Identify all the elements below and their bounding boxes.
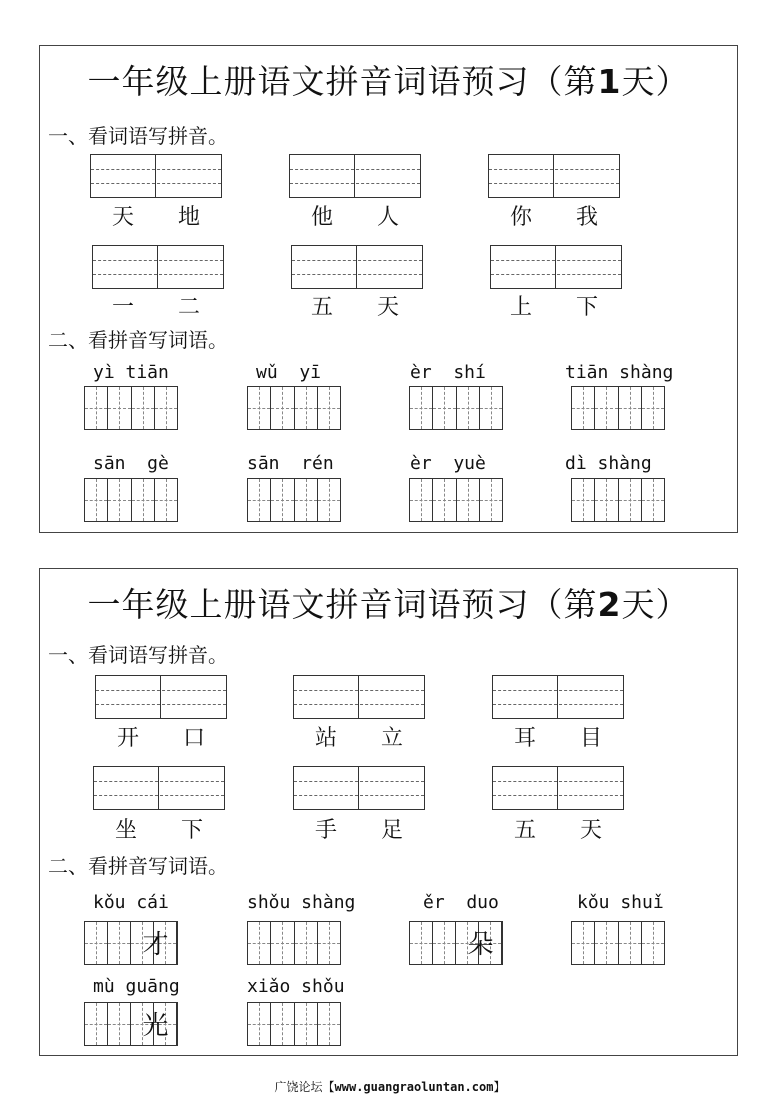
- word-label: 站 立: [314, 726, 403, 751]
- character-writing-grid[interactable]: [409, 921, 503, 965]
- pinyin-writing-box[interactable]: [95, 675, 227, 719]
- pinyin-writing-box[interactable]: [92, 245, 224, 289]
- given-character: 才: [142, 930, 169, 960]
- pinyin-prompt: dì shàng: [565, 453, 652, 474]
- pinyin-prompt: sān gè: [93, 453, 169, 474]
- pinyin-prompt: kǒu cái: [93, 892, 169, 913]
- footer-site-link[interactable]: www.guangraoluntan.com: [334, 1080, 494, 1094]
- word-label: 你 我: [509, 205, 598, 230]
- character-writing-grid[interactable]: [84, 921, 178, 965]
- pinyin-writing-box[interactable]: [291, 245, 423, 289]
- pinyin-prompt: ěr duo: [423, 892, 499, 913]
- character-writing-grid[interactable]: [571, 478, 665, 522]
- pinyin-prompt: èr yuè: [410, 453, 486, 474]
- character-writing-grid[interactable]: [409, 386, 503, 430]
- given-character: 朵: [467, 930, 494, 960]
- character-writing-grid[interactable]: [247, 478, 341, 522]
- word-label: 五 天: [513, 818, 602, 843]
- pinyin-writing-box[interactable]: [93, 766, 225, 810]
- given-character: 光: [142, 1011, 169, 1041]
- character-writing-grid[interactable]: [84, 386, 178, 430]
- pinyin-writing-box[interactable]: [90, 154, 222, 198]
- footer: 广饶论坛【www.guangraoluntan.com】: [274, 1080, 506, 1094]
- pinyin-writing-box[interactable]: [293, 766, 425, 810]
- pinyin-prompt: wǔ yī: [256, 362, 322, 383]
- character-writing-grid[interactable]: [571, 386, 665, 430]
- character-writing-grid[interactable]: [84, 478, 178, 522]
- section-look-pinyin-write-words: 二、看拼音写词语。: [48, 328, 228, 352]
- section-look-write-pinyin: 一、看词语写拼音。: [48, 643, 228, 667]
- pinyin-prompt: èr shí: [410, 362, 486, 383]
- character-writing-grid[interactable]: [84, 1002, 178, 1046]
- word-label: 耳 目: [513, 726, 602, 751]
- pinyin-writing-box[interactable]: [490, 245, 622, 289]
- character-writing-grid[interactable]: [247, 1002, 341, 1046]
- pinyin-prompt: mù guāng: [93, 976, 180, 997]
- pinyin-writing-box[interactable]: [289, 154, 421, 198]
- character-writing-grid[interactable]: [247, 386, 341, 430]
- day-2-title: 一年级上册语文拼音词语预习（第2天）: [87, 585, 690, 624]
- word-label: 天 地: [111, 205, 200, 230]
- word-label: 一 二: [111, 295, 200, 320]
- pinyin-writing-box[interactable]: [293, 675, 425, 719]
- pinyin-prompt: xiǎo shǒu: [247, 976, 345, 997]
- pinyin-prompt: kǒu shuǐ: [577, 892, 664, 913]
- character-writing-grid[interactable]: [571, 921, 665, 965]
- character-writing-grid[interactable]: [409, 478, 503, 522]
- word-label: 坐 下: [114, 818, 203, 843]
- word-label: 上 下: [509, 295, 598, 320]
- day-1-title: 一年级上册语文拼音词语预习（第1天）: [87, 62, 690, 101]
- word-label: 五 天: [310, 295, 399, 320]
- pinyin-prompt: sān rén: [247, 453, 334, 474]
- day-number: 1: [597, 62, 622, 101]
- day-2-card: [39, 568, 738, 1056]
- section-look-pinyin-write-words: 二、看拼音写词语。: [48, 854, 228, 878]
- day-1-card: [39, 45, 738, 533]
- pinyin-writing-box[interactable]: [488, 154, 620, 198]
- pinyin-prompt: shǒu shàng: [247, 892, 356, 913]
- character-writing-grid[interactable]: [247, 921, 341, 965]
- pinyin-prompt: yì tiān: [93, 362, 169, 383]
- day-number: 2: [597, 585, 622, 624]
- word-label: 他 人: [310, 205, 399, 230]
- pinyin-writing-box[interactable]: [492, 675, 624, 719]
- pinyin-writing-box[interactable]: [492, 766, 624, 810]
- word-label: 开 口: [116, 726, 205, 751]
- section-look-write-pinyin: 一、看词语写拼音。: [48, 124, 228, 148]
- pinyin-prompt: tiān shàng: [565, 362, 674, 383]
- word-label: 手 足: [314, 818, 403, 843]
